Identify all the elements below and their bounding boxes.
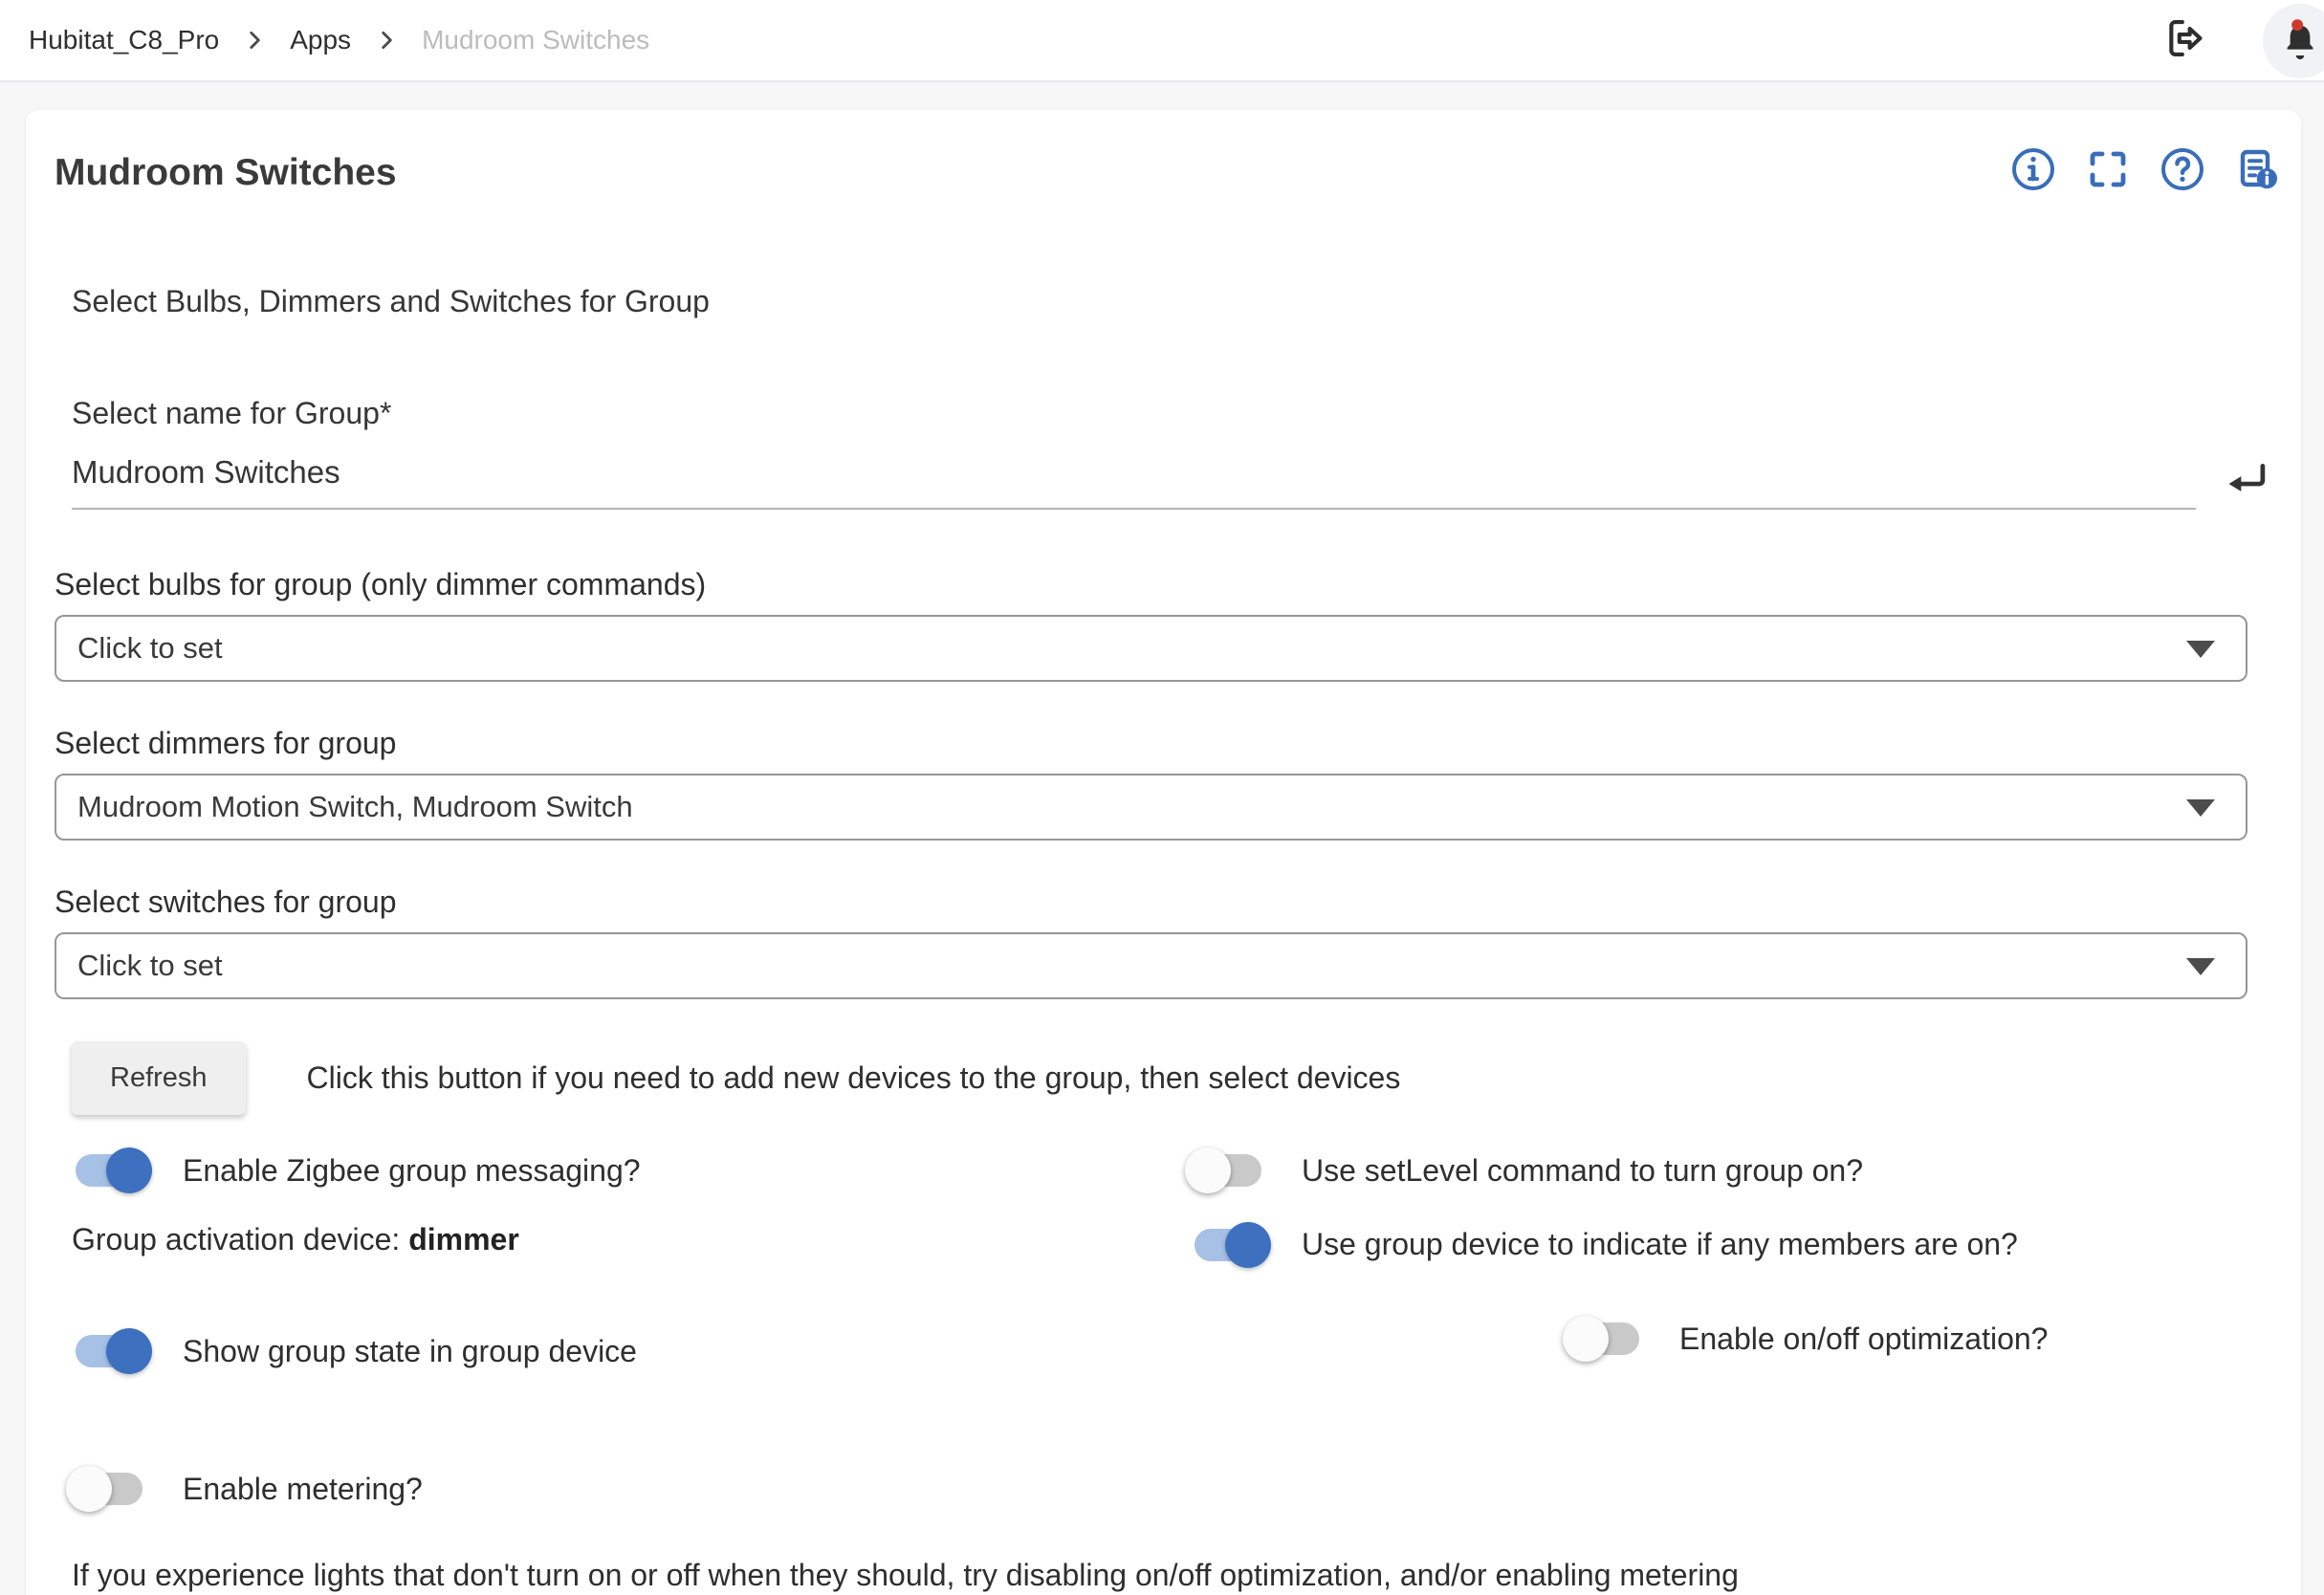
notification-badge: [2291, 19, 2303, 31]
optimization-toggle-label: Enable on/off optimization?: [1679, 1321, 2049, 1356]
dropdown-caret-icon: [2186, 641, 2215, 658]
optimization-toggle[interactable]: [1568, 1316, 1643, 1362]
dimmers-selector-dropdown[interactable]: [55, 774, 2247, 841]
group-name-input[interactable]: [72, 439, 2196, 510]
indicate-toggle-row: [1191, 1222, 2272, 1268]
group-activation-device-text: Group activation device: dimmer: [72, 1222, 519, 1256]
app-card: [26, 110, 2301, 1595]
options-columns: [55, 1147, 2272, 1512]
switches-selector-label: Select switches for group: [55, 885, 397, 919]
breadcrumb-current-app: Mudroom Switches: [422, 25, 650, 55]
section-heading: Select Bulbs, Dimmers and Switches for Group: [72, 284, 710, 318]
page-title: Mudroom Switches: [55, 152, 397, 193]
bulbs-selector-dropdown[interactable]: [55, 615, 2247, 682]
chevron-right-icon: [374, 28, 399, 53]
setlevel-toggle-label: Use setLevel command to turn group on?: [1302, 1152, 1863, 1188]
dropdown-caret-icon: [2186, 799, 2215, 817]
show-state-toggle-row: [72, 1328, 1191, 1374]
breadcrumb: [29, 25, 649, 55]
zigbee-toggle-label: Enable Zigbee group messaging?: [183, 1152, 641, 1188]
card-header: [26, 110, 2301, 194]
indicate-toggle[interactable]: [1191, 1222, 1265, 1268]
footnote-text: If you experience lights that don't turn on or off when they should, try disabling on/off optimization, and/or enabling metering: [72, 1558, 1739, 1592]
fullscreen-icon[interactable]: [2085, 146, 2131, 192]
topbar-actions: [2160, 13, 2209, 68]
notifications-button[interactable]: [2263, 4, 2324, 78]
card-header-icons: [2010, 146, 2280, 192]
group-activation-device-value: dimmer: [408, 1222, 519, 1256]
options-column-left: [72, 1147, 1191, 1512]
metering-toggle-label: Enable metering?: [183, 1471, 423, 1506]
switches-selector-dropdown[interactable]: [55, 932, 2247, 999]
dropdown-caret-icon: [2186, 958, 2215, 975]
bulbs-selector-value: Click to set: [77, 631, 223, 665]
card-content: [26, 284, 2301, 1593]
help-circle-icon[interactable]: [2160, 146, 2205, 192]
refresh-row: [55, 1041, 2272, 1115]
group-name-row: [55, 439, 2272, 510]
breadcrumb-hub[interactable]: Hubitat_C8_Pro: [29, 25, 220, 55]
dimmers-selector-value: Mudroom Motion Switch, Mudroom Switch: [77, 790, 633, 823]
chevron-right-icon: [242, 28, 267, 53]
group-name-label: Select name for Group*: [72, 396, 392, 430]
breadcrumb-apps[interactable]: Apps: [290, 25, 352, 55]
optimization-toggle-row: [1568, 1316, 2272, 1362]
switches-selector-value: Click to set: [77, 949, 223, 982]
metering-toggle[interactable]: [72, 1466, 146, 1512]
bell-icon: [2278, 19, 2322, 63]
show-state-toggle-label: Show group state in group device: [183, 1333, 637, 1368]
indicate-toggle-label: Use group device to indicate if any members are on?: [1302, 1227, 2018, 1261]
top-navigation-bar: [0, 0, 2324, 82]
enter-return-icon[interactable]: [2221, 454, 2272, 506]
metering-toggle-row: [72, 1466, 1191, 1512]
show-state-toggle[interactable]: [72, 1328, 146, 1374]
setlevel-toggle[interactable]: [1191, 1147, 1265, 1193]
bulbs-selector-label: Select bulbs for group (only dimmer commands): [55, 567, 707, 601]
refresh-hint-text: Click this button if you need to add new devices to the group, then select devices: [306, 1060, 1401, 1095]
group-name-value: Mudroom Switches: [72, 454, 340, 490]
zigbee-toggle-row: [72, 1147, 1191, 1193]
app-details-info-icon[interactable]: [2234, 146, 2280, 192]
dimmers-selector-label: Select dimmers for group: [55, 726, 397, 760]
options-column-right: [1191, 1147, 2272, 1512]
setlevel-toggle-row: [1191, 1147, 2272, 1193]
logout-icon[interactable]: [2160, 13, 2209, 68]
zigbee-toggle[interactable]: [72, 1147, 146, 1193]
refresh-button[interactable]: Refresh: [72, 1041, 246, 1115]
info-circle-icon[interactable]: [2010, 146, 2056, 192]
